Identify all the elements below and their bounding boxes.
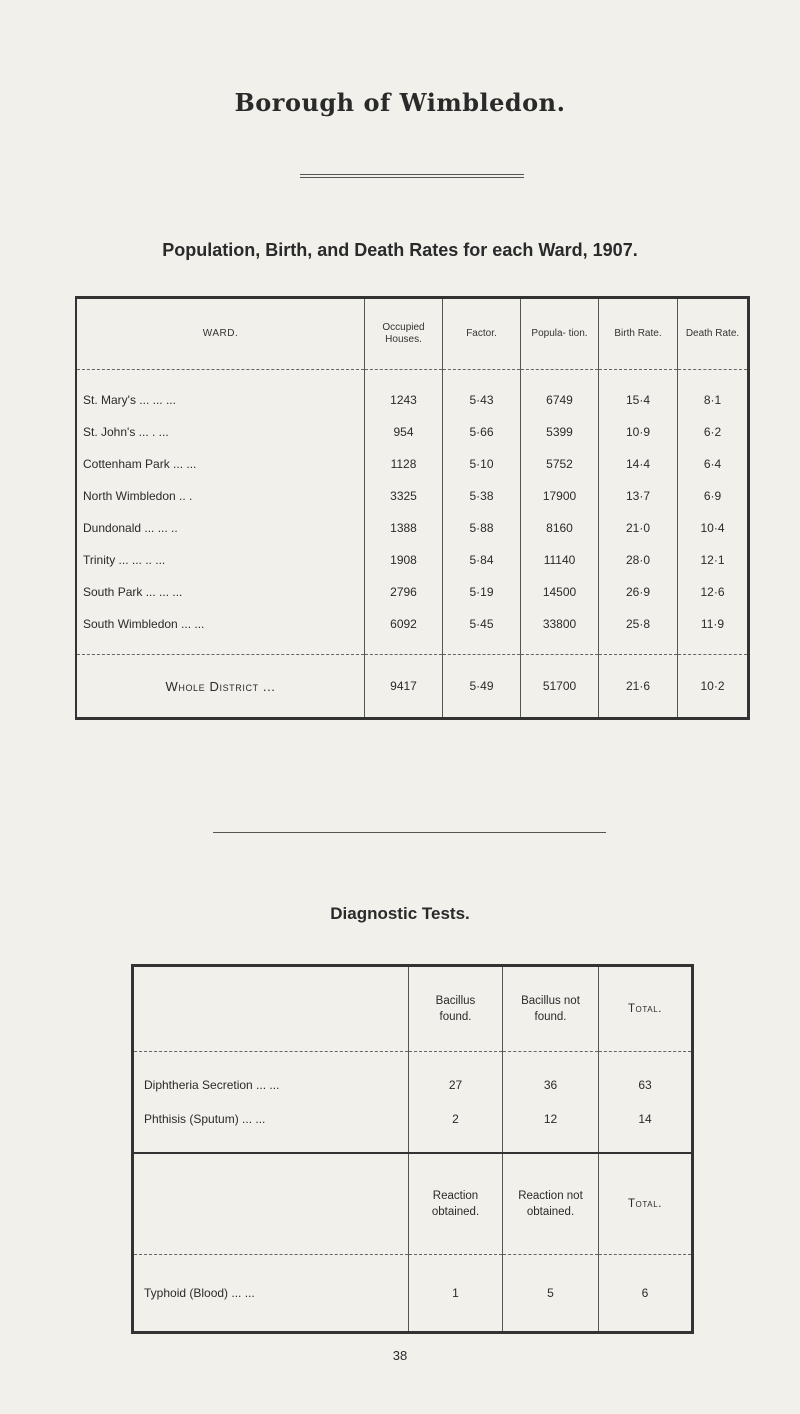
table-row [133,1052,693,1103]
cell-population: 6749 [521,370,599,417]
cell-birth-rate: 28·0 [599,544,678,576]
col-header-birth-rate: Birth Rate. [599,298,678,370]
cell-death-rate: 10·4 [678,512,749,544]
cell-death-rate: 8·1 [678,370,749,417]
table-row [133,1255,693,1333]
ward-name: South Wimbledon ... ... [76,608,365,655]
page-number: 38 [392,1348,408,1363]
col-header-total: Total. [599,966,693,1052]
wards-table [75,296,750,720]
total-death-rate: 10·2 [678,655,749,719]
col-header-bacillus-not-found: Bacillus not found. [503,966,599,1052]
cell-factor: 5·19 [443,576,521,608]
ward-name: Cottenham Park ... ... [83,457,197,471]
wards-table-heading: Population, Birth, and Death Rates for each Ward, 1907. [162,240,638,260]
total-population: 51700 [521,655,599,719]
double-rule-divider [300,174,524,178]
cell-found: 27 [409,1052,503,1103]
cell-birth-rate: 10·9 [599,416,678,448]
col-header-population: Popula- tion. [521,298,599,370]
cell-obtained: 1 [409,1255,503,1333]
cell-death-rate: 6·2 [678,416,749,448]
cell-houses: 1388 [365,512,443,544]
col-header-houses: Occupied Houses. [365,298,443,370]
table-row [76,608,749,655]
col-header-reaction-not-obtained: Reaction not obtained. [503,1153,599,1255]
test-name: Diphtheria Secretion ... ... [144,1078,280,1092]
cell-death-rate: 6·9 [678,480,749,512]
cell-birth-rate: 13·7 [599,480,678,512]
cell-total: 6 [599,1255,693,1333]
cell-population: 11140 [521,544,599,576]
diagnostic-heading: Diagnostic Tests. [330,904,470,923]
cell-birth-rate: 15·4 [599,370,678,417]
cell-death-rate: 12·1 [678,544,749,576]
cell-factor: 5·88 [443,512,521,544]
cell-houses: 1908 [365,544,443,576]
col-header-reaction-obtained: Reaction obtained. [409,1153,503,1255]
cell-houses: 3325 [365,480,443,512]
cell-found: 2 [409,1102,503,1153]
cell-birth-rate: 26·9 [599,576,678,608]
cell-houses: 6092 [365,608,443,655]
test-name: Typhoid (Blood) ... ... [144,1286,255,1300]
cell-population: 5399 [521,416,599,448]
col-header-ward: WARD. [76,298,365,370]
total-factor: 5·49 [443,655,521,719]
ward-name: St. Mary's ... ... ... [83,393,176,407]
cell-factor: 5·38 [443,480,521,512]
table-row [76,512,749,544]
ward-name: North Wimbledon .. . [83,489,193,503]
table-header-row [133,966,693,1052]
cell-population: 8160 [521,512,599,544]
cell-not-found: 36 [503,1052,599,1103]
cell-factor: 5·43 [443,370,521,417]
cell-total: 14 [599,1102,693,1153]
cell-population: 5752 [521,448,599,480]
col-header-total: Total. [599,1153,693,1255]
col-header-blank [133,966,409,1052]
col-header-factor: Factor. [443,298,521,370]
cell-houses: 1243 [365,370,443,417]
cell-houses: 954 [365,416,443,448]
cell-houses: 2796 [365,576,443,608]
test-name: Phthisis (Sputum) ... ... [144,1112,266,1126]
ward-name: St. John's ... . ... [83,425,169,439]
ward-name: Trinity ... ... .. ... [83,553,166,567]
ward-name: Dundonald ... ... .. [83,521,178,535]
table-row [76,480,749,512]
total-row [76,655,749,719]
cell-factor: 5·84 [443,544,521,576]
cell-population: 14500 [521,576,599,608]
cell-total: 63 [599,1052,693,1103]
cell-not-obtained: 5 [503,1255,599,1333]
cell-factor: 5·66 [443,416,521,448]
cell-death-rate: 12·6 [678,576,749,608]
diagnostic-table [131,964,694,1334]
cell-population: 17900 [521,480,599,512]
cell-death-rate: 11·9 [678,608,749,655]
total-label: Whole District ... [165,678,276,694]
cell-birth-rate: 25·8 [599,608,678,655]
table-row [133,1102,693,1153]
cell-birth-rate: 14·4 [599,448,678,480]
table-header-row [133,1153,693,1255]
cell-houses: 1128 [365,448,443,480]
page-title: Borough of Wimbledon. [234,88,566,117]
ward-name: South Park ... ... ... [83,585,183,599]
table-header-row [76,298,749,370]
table-row [76,576,749,608]
cell-death-rate: 6·4 [678,448,749,480]
cell-factor: 5·45 [443,608,521,655]
cell-not-found: 12 [503,1102,599,1153]
col-header-death-rate: Death Rate. [678,298,749,370]
cell-population: 33800 [521,608,599,655]
total-birth-rate: 21·6 [599,655,678,719]
col-header-bacillus-found: Bacillus found. [409,966,503,1052]
col-header-blank [133,1153,409,1255]
table-row [76,544,749,576]
table-row [76,448,749,480]
table-row [76,370,749,417]
table-row [76,416,749,448]
section-divider [213,832,606,833]
cell-factor: 5·10 [443,448,521,480]
cell-birth-rate: 21·0 [599,512,678,544]
total-houses: 9417 [365,655,443,719]
